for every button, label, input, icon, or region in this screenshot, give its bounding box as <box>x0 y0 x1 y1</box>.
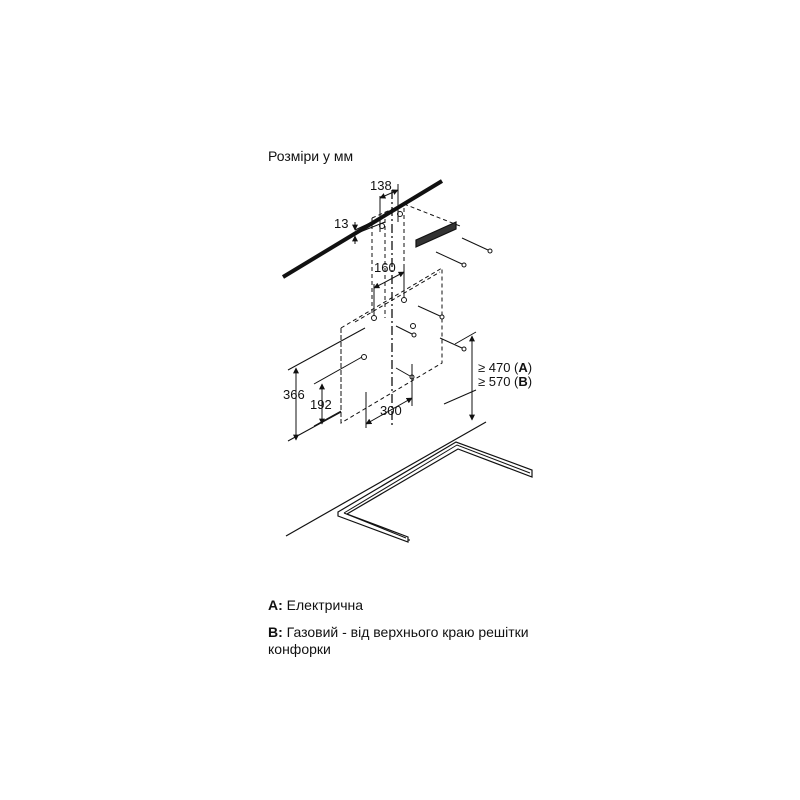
legend-item-a <box>268 597 363 614</box>
ceiling-line <box>283 181 442 277</box>
label-300: 300 <box>380 403 402 418</box>
label-160: 160 <box>374 260 396 275</box>
screws-middle <box>362 298 467 380</box>
hob <box>338 442 532 542</box>
legend-text-a: Електрична <box>282 597 364 613</box>
legend-text-b-continued: конфорки <box>268 641 331 657</box>
label-13: 13 <box>334 216 349 231</box>
dimension-160 <box>374 268 404 316</box>
worktop <box>286 422 486 540</box>
legend-key-a: A: <box>268 597 283 613</box>
legend-text-b: Газовий - від верхнього краю решітки <box>282 624 529 640</box>
label-min-gas: ≥ 570 (B) <box>478 374 533 389</box>
label-138: 138 <box>370 178 392 193</box>
dimension-366 <box>288 328 365 441</box>
diagram-title: Розміри у мм <box>268 148 354 164</box>
dimension-hob-distance <box>444 332 476 420</box>
legend-item-b <box>268 624 568 658</box>
legend-key-b: B: <box>268 624 283 640</box>
screws-top <box>380 212 493 268</box>
mounting-bar <box>416 222 456 247</box>
label-366: 366 <box>283 387 305 402</box>
label-192: 192 <box>310 397 332 412</box>
label-min-electric: ≥ 470 (A) <box>478 360 533 375</box>
dimension-192 <box>314 357 362 426</box>
